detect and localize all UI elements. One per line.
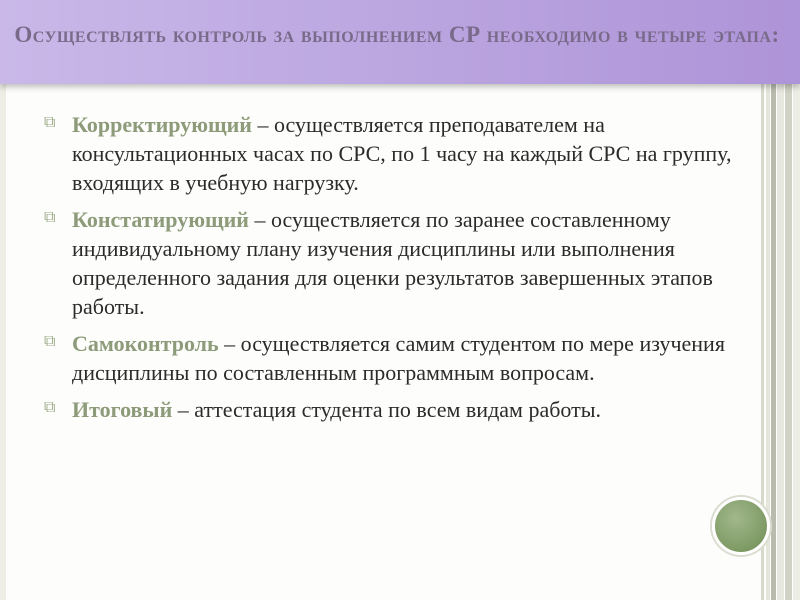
term-label: Самоконтроль <box>72 331 219 356</box>
title-band <box>0 0 800 84</box>
bullet-icon: ⧉ <box>44 333 56 350</box>
slide-title: Осуществлять контроль за выполнением СР необходимо в четыре этапа: <box>14 22 780 47</box>
stripe <box>777 84 784 600</box>
term-description: – аттестация студента по всем видам работы. <box>172 397 602 422</box>
bullet-list <box>44 110 734 432</box>
term-label: Итоговый <box>72 397 173 422</box>
list-item-text <box>72 395 734 424</box>
list-item <box>44 110 734 197</box>
list-item <box>44 205 734 321</box>
bullet-icon: ⧉ <box>44 114 56 131</box>
left-divider <box>0 84 6 600</box>
decorative-circle <box>712 497 770 555</box>
term-label: Констатирующий <box>72 207 249 232</box>
bullet-icon: ⧉ <box>44 399 56 416</box>
list-item-text <box>72 205 734 321</box>
stripe <box>771 84 776 600</box>
term-label: Корректирующий <box>72 112 252 137</box>
list-item <box>44 329 734 387</box>
term-description: – осуществляется самим студентом по мере изучения дисциплины по составленным программным вопросам. <box>72 331 725 385</box>
stripe <box>793 84 800 600</box>
stripe <box>785 84 792 600</box>
term-description: – осуществляется по заранее составленному индивидуальному плану изучения дисциплины или выполнения определенного задания для оценки результатов завершенных этапов работы. <box>72 207 713 319</box>
list-item <box>44 395 734 424</box>
bullet-icon: ⧉ <box>44 209 56 226</box>
list-item-text <box>72 329 734 387</box>
term-description: – осуществляется преподавателем на консультационных часах по СРС, по 1 часу на каждый СРС на группу, входящих в учебную нагрузку. <box>72 112 732 195</box>
list-item-text <box>72 110 734 197</box>
